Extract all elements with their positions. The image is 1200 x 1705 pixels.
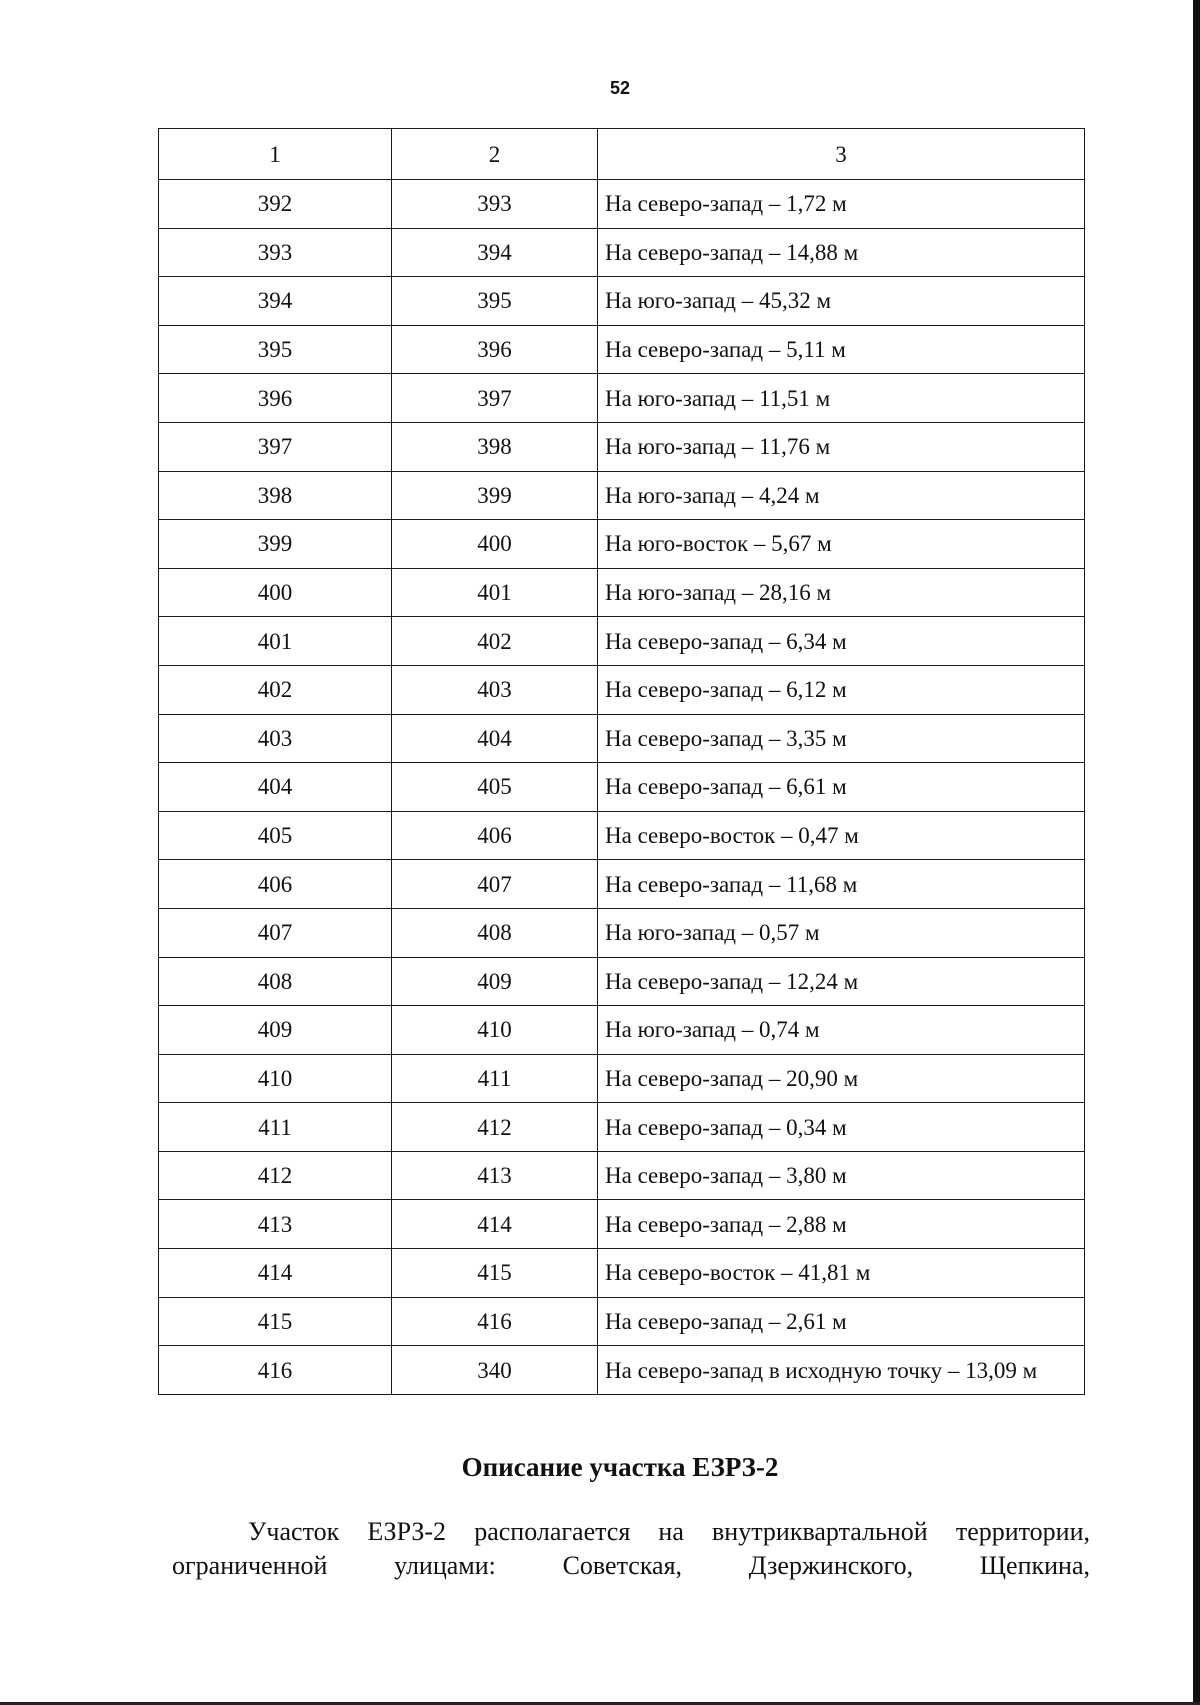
to-point-cell: 396 bbox=[392, 325, 598, 374]
page-number: 52 bbox=[609, 78, 631, 98]
to-point-cell: 403 bbox=[392, 665, 598, 714]
from-point-cell: 405 bbox=[159, 811, 392, 860]
table-row bbox=[159, 1200, 1085, 1249]
from-point-cell: 398 bbox=[159, 471, 392, 520]
from-point-cell: 407 bbox=[159, 908, 392, 957]
to-point-cell: 405 bbox=[392, 763, 598, 812]
table-row bbox=[159, 1346, 1085, 1395]
table-row bbox=[159, 228, 1085, 277]
from-point-cell: 411 bbox=[159, 1103, 392, 1152]
to-point-cell: 394 bbox=[392, 228, 598, 277]
table-row bbox=[159, 374, 1085, 423]
direction-distance-cell: На юго-запад – 28,16 м bbox=[598, 568, 1085, 617]
from-point-cell: 408 bbox=[159, 957, 392, 1006]
to-point-cell: 414 bbox=[392, 1200, 598, 1249]
to-point-cell: 340 bbox=[392, 1346, 598, 1395]
from-point-cell: 394 bbox=[159, 277, 392, 326]
to-point-cell: 399 bbox=[392, 471, 598, 520]
to-point-cell: 412 bbox=[392, 1103, 598, 1152]
table-row bbox=[159, 520, 1085, 569]
to-point-cell: 415 bbox=[392, 1249, 598, 1298]
direction-distance-cell: На северо-запад – 12,24 м bbox=[598, 957, 1085, 1006]
direction-distance-cell: На северо-запад в исходную точку – 13,09 м bbox=[598, 1346, 1085, 1395]
from-point-cell: 410 bbox=[159, 1054, 392, 1103]
to-point-cell: 416 bbox=[392, 1297, 598, 1346]
direction-distance-cell: На северо-запад – 5,11 м bbox=[598, 325, 1085, 374]
section-paragraph-line-2: ограниченной улицами: Советская, Дзержинского, Щепкина, bbox=[172, 1551, 1090, 1580]
table-row bbox=[159, 908, 1085, 957]
to-point-cell: 397 bbox=[392, 374, 598, 423]
from-point-cell: 402 bbox=[159, 665, 392, 714]
from-point-cell: 401 bbox=[159, 617, 392, 666]
table-row bbox=[159, 860, 1085, 909]
table-row bbox=[159, 811, 1085, 860]
boundary-table bbox=[158, 128, 1085, 1395]
direction-distance-cell: На северо-запад – 14,88 м bbox=[598, 228, 1085, 277]
table-row bbox=[159, 763, 1085, 812]
from-point-cell: 400 bbox=[159, 568, 392, 617]
from-point-cell: 399 bbox=[159, 520, 392, 569]
direction-distance-cell: На юго-запад – 11,76 м bbox=[598, 422, 1085, 471]
table-row bbox=[159, 180, 1085, 229]
table-row bbox=[159, 1103, 1085, 1152]
table-row bbox=[159, 957, 1085, 1006]
direction-distance-cell: На северо-восток – 0,47 м bbox=[598, 811, 1085, 860]
from-point-cell: 397 bbox=[159, 422, 392, 471]
to-point-cell: 400 bbox=[392, 520, 598, 569]
from-point-cell: 395 bbox=[159, 325, 392, 374]
direction-distance-cell: На северо-запад – 6,34 м bbox=[598, 617, 1085, 666]
to-point-cell: 406 bbox=[392, 811, 598, 860]
direction-distance-cell: На северо-запад – 6,61 м bbox=[598, 763, 1085, 812]
to-point-cell: 410 bbox=[392, 1006, 598, 1055]
column-header-1: 1 bbox=[159, 129, 392, 180]
direction-distance-cell: На северо-запад – 2,88 м bbox=[598, 1200, 1085, 1249]
to-point-cell: 393 bbox=[392, 180, 598, 229]
from-point-cell: 415 bbox=[159, 1297, 392, 1346]
from-point-cell: 413 bbox=[159, 1200, 392, 1249]
from-point-cell: 412 bbox=[159, 1151, 392, 1200]
to-point-cell: 404 bbox=[392, 714, 598, 763]
direction-distance-cell: На северо-запад – 20,90 м bbox=[598, 1054, 1085, 1103]
direction-distance-cell: На северо-восток – 41,81 м bbox=[598, 1249, 1085, 1298]
to-point-cell: 413 bbox=[392, 1151, 598, 1200]
from-point-cell: 392 bbox=[159, 180, 392, 229]
direction-distance-cell: На юго-запад – 0,57 м bbox=[598, 908, 1085, 957]
table-row bbox=[159, 1297, 1085, 1346]
direction-distance-cell: На северо-запад – 3,35 м bbox=[598, 714, 1085, 763]
table-row bbox=[159, 714, 1085, 763]
section-title: Описание участка ЕЗРЗ-2 bbox=[461, 1452, 779, 1482]
direction-distance-cell: На юго-запад – 0,74 м bbox=[598, 1006, 1085, 1055]
from-point-cell: 403 bbox=[159, 714, 392, 763]
table-header-row bbox=[159, 129, 1085, 180]
table-row bbox=[159, 617, 1085, 666]
table-row bbox=[159, 471, 1085, 520]
direction-distance-cell: На северо-запад – 3,80 м bbox=[598, 1151, 1085, 1200]
to-point-cell: 401 bbox=[392, 568, 598, 617]
from-point-cell: 396 bbox=[159, 374, 392, 423]
to-point-cell: 407 bbox=[392, 860, 598, 909]
direction-distance-cell: На юго-восток – 5,67 м bbox=[598, 520, 1085, 569]
table-row bbox=[159, 325, 1085, 374]
table-row bbox=[159, 665, 1085, 714]
to-point-cell: 395 bbox=[392, 277, 598, 326]
column-header-3: 3 bbox=[598, 129, 1085, 180]
to-point-cell: 409 bbox=[392, 957, 598, 1006]
direction-distance-cell: На северо-запад – 2,61 м bbox=[598, 1297, 1085, 1346]
to-point-cell: 402 bbox=[392, 617, 598, 666]
from-point-cell: 414 bbox=[159, 1249, 392, 1298]
table-row bbox=[159, 1054, 1085, 1103]
direction-distance-cell: На северо-запад – 6,12 м bbox=[598, 665, 1085, 714]
table-row bbox=[159, 1249, 1085, 1298]
direction-distance-cell: На северо-запад – 0,34 м bbox=[598, 1103, 1085, 1152]
scan-edge-right bbox=[1193, 0, 1200, 1705]
from-point-cell: 406 bbox=[159, 860, 392, 909]
direction-distance-cell: На юго-запад – 45,32 м bbox=[598, 277, 1085, 326]
from-point-cell: 393 bbox=[159, 228, 392, 277]
table-row bbox=[159, 568, 1085, 617]
table-row bbox=[159, 1151, 1085, 1200]
direction-distance-cell: На северо-запад – 1,72 м bbox=[598, 180, 1085, 229]
to-point-cell: 408 bbox=[392, 908, 598, 957]
section-paragraph-line-1: Участок ЕЗРЗ-2 располагается на внутриквартальной территории, bbox=[248, 1517, 1090, 1546]
column-header-2: 2 bbox=[392, 129, 598, 180]
direction-distance-cell: На юго-запад – 11,51 м bbox=[598, 374, 1085, 423]
table-row bbox=[159, 422, 1085, 471]
table-row bbox=[159, 277, 1085, 326]
to-point-cell: 398 bbox=[392, 422, 598, 471]
from-point-cell: 409 bbox=[159, 1006, 392, 1055]
table-row bbox=[159, 1006, 1085, 1055]
direction-distance-cell: На юго-запад – 4,24 м bbox=[598, 471, 1085, 520]
from-point-cell: 416 bbox=[159, 1346, 392, 1395]
to-point-cell: 411 bbox=[392, 1054, 598, 1103]
from-point-cell: 404 bbox=[159, 763, 392, 812]
direction-distance-cell: На северо-запад – 11,68 м bbox=[598, 860, 1085, 909]
